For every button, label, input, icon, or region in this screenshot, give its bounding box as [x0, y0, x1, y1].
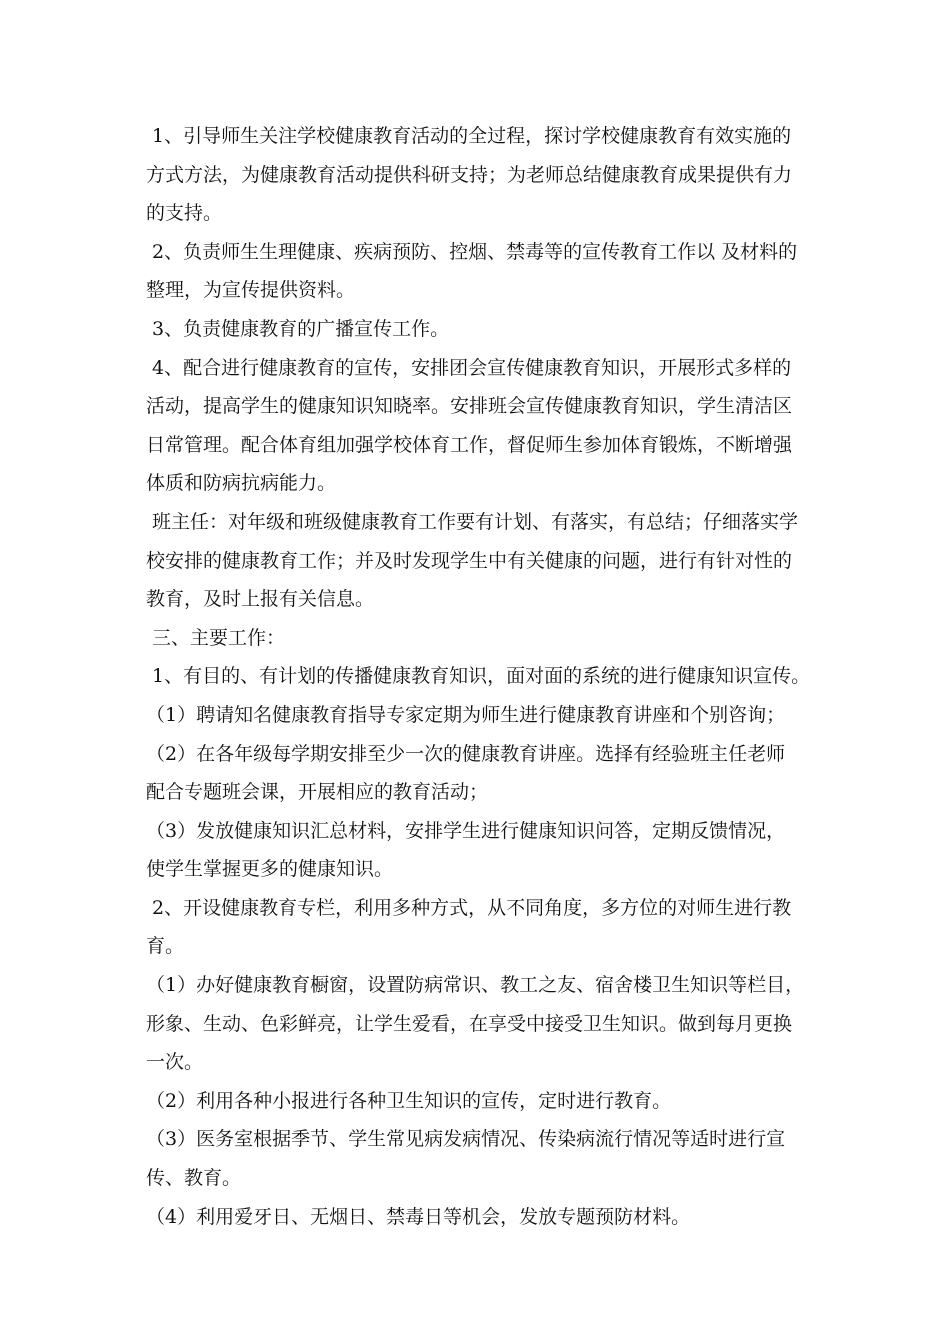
text-line: 班主任：对年级和班级健康教育工作要有计划、有落实，有总结；仔细落实学	[146, 510, 799, 533]
text-line: 配合专题班会课，开展相应的教育活动；	[146, 781, 489, 804]
text-line: 传、教育。	[146, 1167, 242, 1190]
section-heading: 三、主要工作：	[146, 626, 286, 649]
text-line: 教育，及时上报有关信息。	[146, 588, 375, 611]
text-line: 3、负责健康教育的广播宣传工作。	[146, 317, 450, 340]
text-line: 1、有目的、有计划的传播健康教育知识，面对面的系统的进行健康知识宣传。	[146, 665, 811, 688]
text-line: 一次。	[146, 1051, 204, 1074]
text-line: 方式方法，为健康教育活动提供科研支持；为老师总结健康教育成果提供有力	[146, 163, 793, 186]
text-line: 日常管理。配合体育组加强学校体育工作，督促师生参加体育锻炼，不断增强	[146, 433, 793, 456]
text-line: 1、引导师生关注学校健康教育活动的全过程，探讨学校健康教育有效实施的	[146, 125, 792, 147]
text-line: 校安排的健康教育工作；并及时发现学生中有关健康的问题，进行有针对性的	[146, 549, 793, 572]
text-line: （3）发放健康知识汇总材料，安排学生进行健康知识问答，定期反馈情况，	[146, 819, 786, 842]
text-line: 使学生掌握更多的健康知识。	[146, 858, 394, 881]
text-line: 形象、生动、色彩鲜亮，让学生爱看，在享受中接受卫生知识。做到每月更换	[146, 1012, 793, 1035]
text-line: 体质和防病抗病能力。	[146, 472, 337, 495]
text-line: （4）利用爱牙日、无烟日、禁毒日等机会，发放专题预防材料。	[146, 1205, 691, 1228]
text-line: 整理，为宣传提供资料。	[146, 279, 356, 302]
text-line: 2、负责师生生理健康、疾病预防、控烟、禁毒等的宣传教育工作以 及材料的	[146, 240, 798, 263]
text-line: （2）利用各种小报进行各种卫生知识的宣传，定时进行教育。	[146, 1089, 672, 1112]
text-line: （1）聘请知名健康教育指导专家定期为师生进行健康教育讲座和个别咨询；	[146, 703, 786, 726]
text-line: 活动，提高学生的健康知识知晓率。安排班会宣传健康教育知识，学生清洁区	[146, 395, 793, 418]
text-line: 育。	[146, 935, 185, 958]
text-line: （1）办好健康教育橱窗，设置防病常识、教工之友、宿舍楼卫生知识等栏目，	[146, 974, 805, 997]
text-line: 的支持。	[146, 202, 223, 225]
text-line: 4、配合进行健康教育的宣传，安排团会宣传健康教育知识，开展形式多样的	[146, 356, 792, 379]
document-body	[146, 117, 810, 1236]
text-line: 2、开设健康教育专栏，利用多种方式，从不同角度，多方位的对师生进行教	[146, 896, 792, 919]
text-line: （2）在各年级每学期安排至少一次的健康教育讲座。选择有经验班主任老师	[146, 742, 786, 765]
text-line: （3）医务室根据季节、学生常见病发病情况、传染病流行情况等适时进行宣	[146, 1128, 786, 1151]
